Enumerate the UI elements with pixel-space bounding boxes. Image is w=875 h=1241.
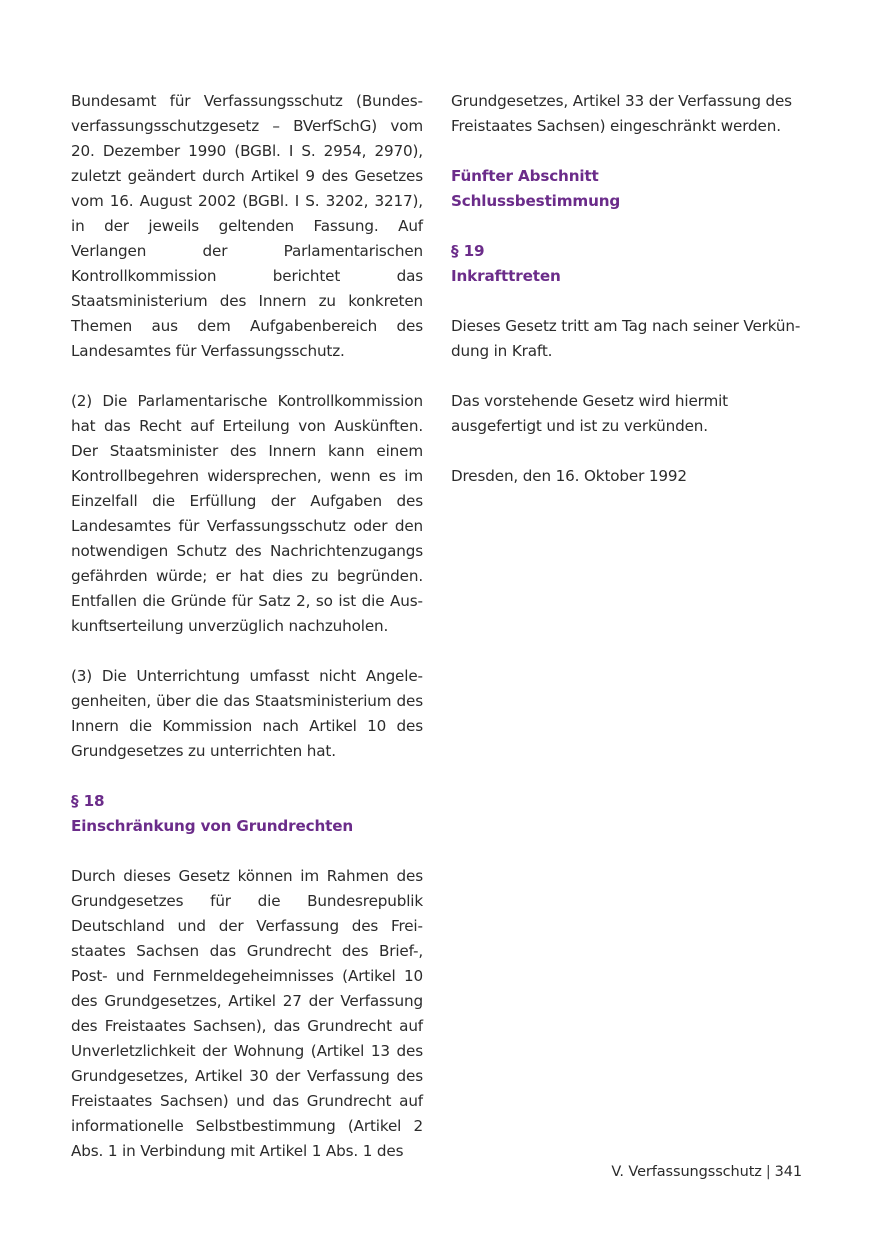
section-19-title: Inkrafttreten [451,267,561,285]
page-number: 341 [774,1164,802,1180]
page-footer [611,1164,802,1180]
section-18-heading [71,789,423,839]
place-date: Dresden, den 16. Oktober 1992 [451,467,687,485]
paragraph-intro: Bundesamt für Verfassungsschutz (Bundesverfassungsschutzgesetz – BVerfSchG) vom 20. Dezember 1990 (BGBl. I S. 2954, 2970), zuletzt geändert durch Artikel 9 des Gesetzes vom 16. August 2002 (BGBl. I S. 3202, 3217), in der jeweils geltenden Fassung. Auf Verlangen der Parlamentarischen Kontrollkommission berichtet das Staatsministerium des Innern zu konkreten Themen aus dem Aufgabenbereich des Landesamtes für Verfassungsschutz. [71,92,423,360]
paragraph-19: Dieses Gesetz tritt am Tag nach seiner Verkündung in Kraft. [451,317,801,360]
section-18-number: § 18 [71,792,105,810]
paragraph-3: (3) Die Unterrichtung umfasst nicht Angelegenheiten, über die das Staatsministerium des Innern die Kommission nach Artikel 10 des Grundgesetzes zu unterrichten hat. [71,667,423,760]
paragraph-18: Durch dieses Gesetz können im Rahmen des Grundgesetzes für die Bundesrepublik Deutschland und der Verfassung des Freistaates Sachsen das Grundrecht des Brief-, Post- und Fernmeldegeheimnisses (Artikel 10 des Grundgesetzes, Artikel 27 der Verfassung des Freistaates Sachsen), das Grundrecht auf Unverletzlichkeit der Wohnung (Artikel 13 des Grundgesetzes, Artikel 30 der Verfassung des Freistaates Sachsen) und das Grundrecht auf informationelle Selbstbestimmung (Artikel 2 Abs. 1 in Verbindung mit Artikel 1 Abs. 1 des [71,867,423,1160]
paragraph-2: (2) Die Parlamentarische Kontrollkommission hat das Recht auf Erteilung von Auskünften. Der Staatsminister des Innern kann einem Kontrollbegehren widersprechen, wenn es im Einzelfall die Erfüllung der Aufgaben des Landesamtes für Verfassungsschutz oder den notwendigen Schutz des Nachrichtenzugangs gefährden würde; er hat dies zu begründen. Entfallen die Gründe für Satz 2, so ist die Auskunftserteilung unverzüglich nachzuholen. [71,392,423,635]
section-19-heading [451,239,803,289]
right-column [451,89,803,514]
section-18-title: Einschränkung von Grundrechten [71,817,354,835]
footer-chapter: V. Verfassungsschutz [611,1164,762,1180]
paragraph-continued: Grundgesetzes, Artikel 33 der Verfassung des Freistaates Sachsen) eingeschränkt werden. [451,92,792,135]
paragraph-execution: Das vorstehende Gesetz wird hiermit ausgefertigt und ist zu verkünden. [451,392,728,435]
left-column [71,89,423,1189]
chapter-label: Fünfter Abschnitt [451,167,599,185]
chapter-heading [451,164,803,214]
chapter-title: Schlussbestimmung [451,192,621,210]
footer-separator: | [765,1164,771,1180]
section-19-number: § 19 [451,242,485,260]
